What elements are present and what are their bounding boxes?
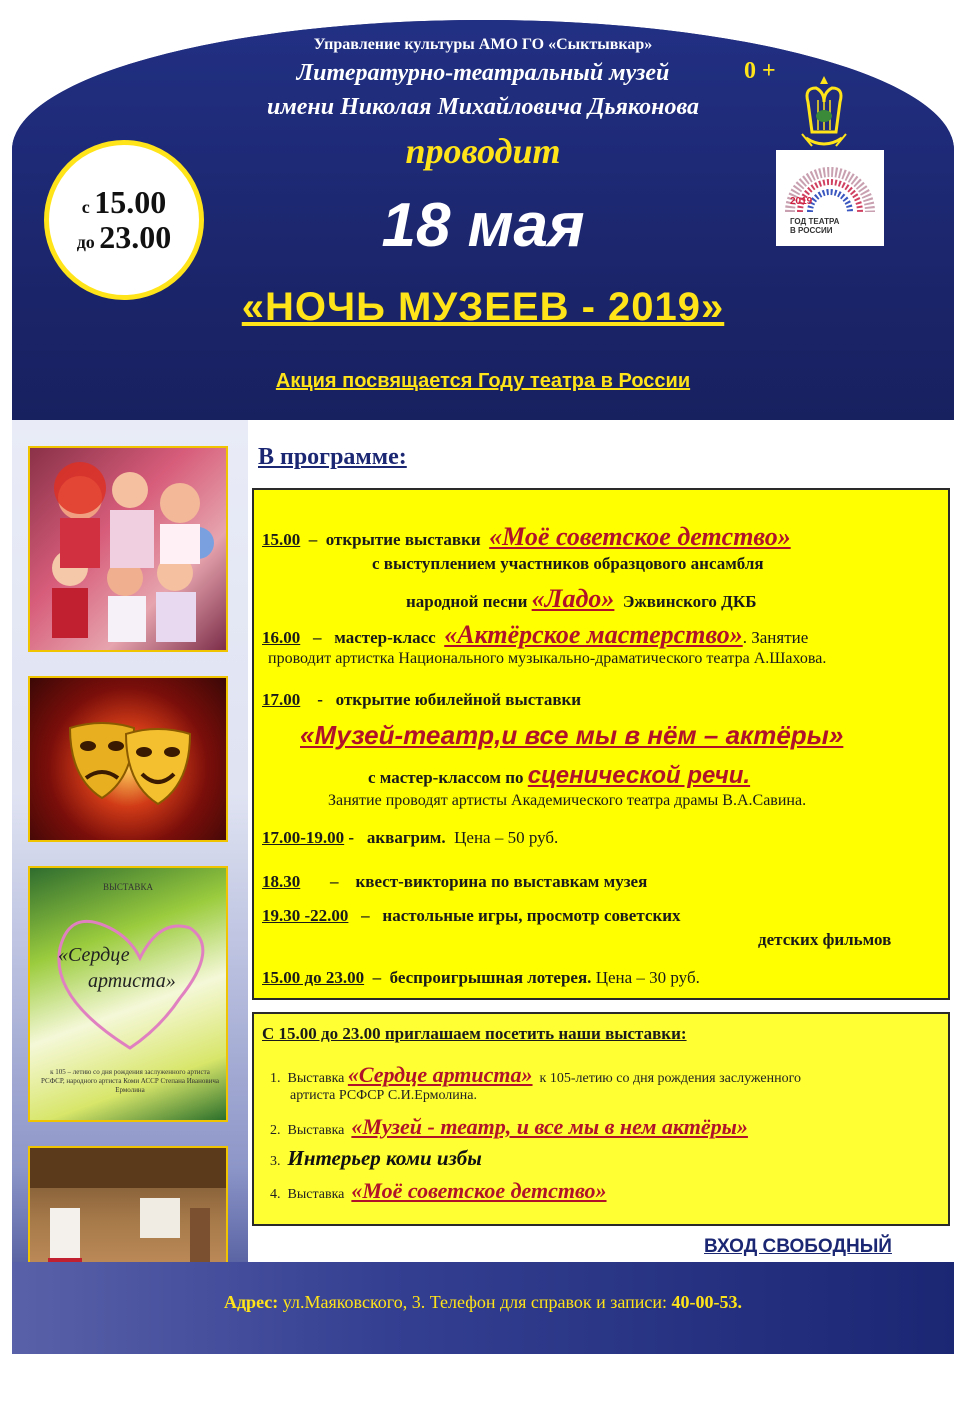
- program-item-lado: [406, 584, 756, 614]
- poster-caption: к 105 – летию со дня рождения заслуженного артиста РСФСР, народного артиста Коми АССР Степана Ивановича Ермолина: [41, 1068, 219, 1094]
- program-item-1600: [262, 620, 808, 650]
- exhibition-title: «Моё советское детство»: [351, 1178, 607, 1203]
- poster-title-line2: артиста»: [88, 970, 176, 992]
- conducts-label: проводит: [405, 131, 561, 171]
- address-text: ул.Маяковского, 3. Телефон для справок и записи:: [282, 1292, 668, 1312]
- program-text: народной песни: [406, 592, 528, 611]
- program-line: проводит артистка Национального музыкально-драматического театра А.Шахова.: [268, 650, 827, 667]
- program-dash: –: [372, 968, 382, 987]
- time-to-prefix: до: [76, 232, 95, 252]
- theatre-masks-icon: [30, 678, 226, 840]
- program-dash: –: [330, 872, 339, 891]
- program-dash: -: [348, 828, 355, 847]
- dolls-photo: [28, 446, 228, 652]
- program-item-speech: [368, 762, 750, 790]
- exhibition-prefix: Выставка: [287, 1123, 345, 1138]
- phone-number: 40-00-53.: [671, 1292, 743, 1312]
- poster-header: ВЫСТАВКА: [103, 882, 153, 892]
- program-highlight: сценической речи.: [527, 762, 751, 789]
- program-heading: В программе:: [258, 444, 407, 470]
- exhibition-title: «Сердце артиста»: [347, 1062, 533, 1087]
- program-text: мастер-класс: [334, 628, 436, 647]
- program-text: с мастер-классом по: [368, 768, 524, 787]
- program-line: детских фильмов: [758, 930, 892, 949]
- exhibition-title: «Музей - театр, и все мы в нем актёры»: [351, 1114, 748, 1139]
- time-to-value: 23.00: [99, 219, 172, 255]
- exhibition-num: 2.: [270, 1123, 281, 1138]
- footer: [12, 1262, 954, 1354]
- program-time: 16.00: [262, 628, 301, 647]
- program-item-1700: [262, 690, 581, 710]
- program-time: 15.00 до 23.00: [262, 968, 365, 987]
- museum-name-line2: имени Николая Михайловича Дьяконова: [266, 94, 700, 120]
- program-highlight: «Ладо»: [531, 584, 615, 613]
- poster-title: [58, 942, 176, 994]
- free-entry: ВХОД СВОБОДНЫЙ: [704, 1236, 892, 1257]
- exhibition-item-4: [270, 1178, 607, 1204]
- exhibition-item-1: [270, 1062, 801, 1088]
- program-text: открытие юбилейной выставки: [335, 690, 582, 709]
- program-line: с выступлением участников образцового ансамбля: [372, 554, 764, 573]
- exhibition-prefix: Выставка: [287, 1071, 345, 1086]
- dolls-illustration: [30, 448, 226, 650]
- badge-year: 2019: [790, 196, 813, 207]
- program-item-1930-2200: [262, 906, 681, 926]
- program-text: настольные игры, просмотр советских: [382, 906, 681, 925]
- exhibition-num: 1.: [270, 1071, 281, 1086]
- address-label: Адрес:: [223, 1292, 279, 1312]
- program-dash: –: [361, 906, 370, 925]
- theatre-masks-photo: [28, 676, 228, 842]
- program-text: Цена – 50 руб.: [454, 828, 559, 847]
- program-dash: –: [308, 530, 318, 549]
- exhibition-num: 3.: [270, 1154, 281, 1169]
- program-text: квест-викторина по выставкам музея: [355, 872, 648, 891]
- year-of-theatre-logo: [776, 150, 884, 246]
- program-text: открытие выставки: [325, 530, 481, 549]
- program-item-1500: [262, 522, 791, 552]
- event-date: 18 мая: [381, 191, 585, 260]
- program-highlight: «Моё советское детство»: [489, 522, 791, 551]
- event-title: «НОЧЬ МУЗЕЕВ - 2019»: [241, 285, 725, 329]
- program-dash: -: [317, 690, 323, 709]
- program-item-lottery: [262, 968, 700, 988]
- time-badge: [44, 140, 204, 300]
- program-time: 15.00: [262, 530, 301, 549]
- program-text: Цена – 30 руб.: [595, 968, 700, 987]
- program-item-1700-1900: [262, 828, 558, 848]
- program-item-museum-theatre: [300, 720, 843, 751]
- program-time: 18.30: [262, 872, 301, 891]
- program-time: 19.30 -22.00: [262, 906, 349, 925]
- time-to: [77, 220, 172, 255]
- badge-line2: В РОССИИ: [790, 225, 833, 235]
- program-time: 17.00: [262, 690, 301, 709]
- program-line: Занятие проводят артисты Академического театра драмы В.А.Савина.: [328, 792, 807, 809]
- program-text: Эжвинского ДКБ: [622, 592, 757, 611]
- event-subtitle: Акция посвящается Году театра в России: [275, 370, 691, 392]
- program-text: беспроигрышная лотерея.: [389, 968, 592, 987]
- heart-of-artist-poster: [28, 866, 228, 1122]
- program-text: . Занятие: [742, 628, 809, 647]
- exhibition-item-3: [270, 1146, 482, 1171]
- badge-text: [790, 218, 839, 236]
- program-time: 17.00-19.00: [262, 828, 345, 847]
- time-from-prefix: с: [81, 196, 90, 217]
- exhibition-title: Интерьер коми избы: [287, 1146, 482, 1170]
- exhibition-desc-line2: артиста РСФСР С.И.Ермолина.: [290, 1088, 477, 1103]
- exhibitions-heading: С 15.00 до 23.00 приглашаем посетить наши выставки:: [262, 1024, 687, 1043]
- program-item-1830: [262, 872, 647, 892]
- exhibition-desc: к 105-летию со дня рождения заслуженного: [539, 1071, 801, 1086]
- program-dash: –: [313, 628, 322, 647]
- exhibition-prefix: Выставка: [287, 1187, 345, 1202]
- museum-name-line1: Литературно-театральный музей: [296, 60, 670, 86]
- program-highlight: «Музей-театр,и все мы в нём – актёры»: [300, 720, 844, 750]
- exhibition-item-2: [270, 1114, 748, 1140]
- time-from-value: 15.00: [94, 183, 167, 220]
- organizer: Управление культуры АМО ГО «Сыктывкар»: [313, 36, 653, 53]
- address-line: [12, 1292, 954, 1313]
- badge-line1: ГОД ТЕАТРА: [790, 217, 840, 226]
- program-highlight: «Актёрское мастерство»: [444, 620, 743, 649]
- time-from: [82, 185, 167, 220]
- program-text: аквагрим.: [366, 828, 446, 847]
- lyre-emblem-icon: [798, 72, 850, 158]
- poster-title-line1: «Сердце: [58, 944, 130, 966]
- exhibition-num: 4.: [270, 1187, 281, 1202]
- age-rating: 0 +: [744, 58, 776, 84]
